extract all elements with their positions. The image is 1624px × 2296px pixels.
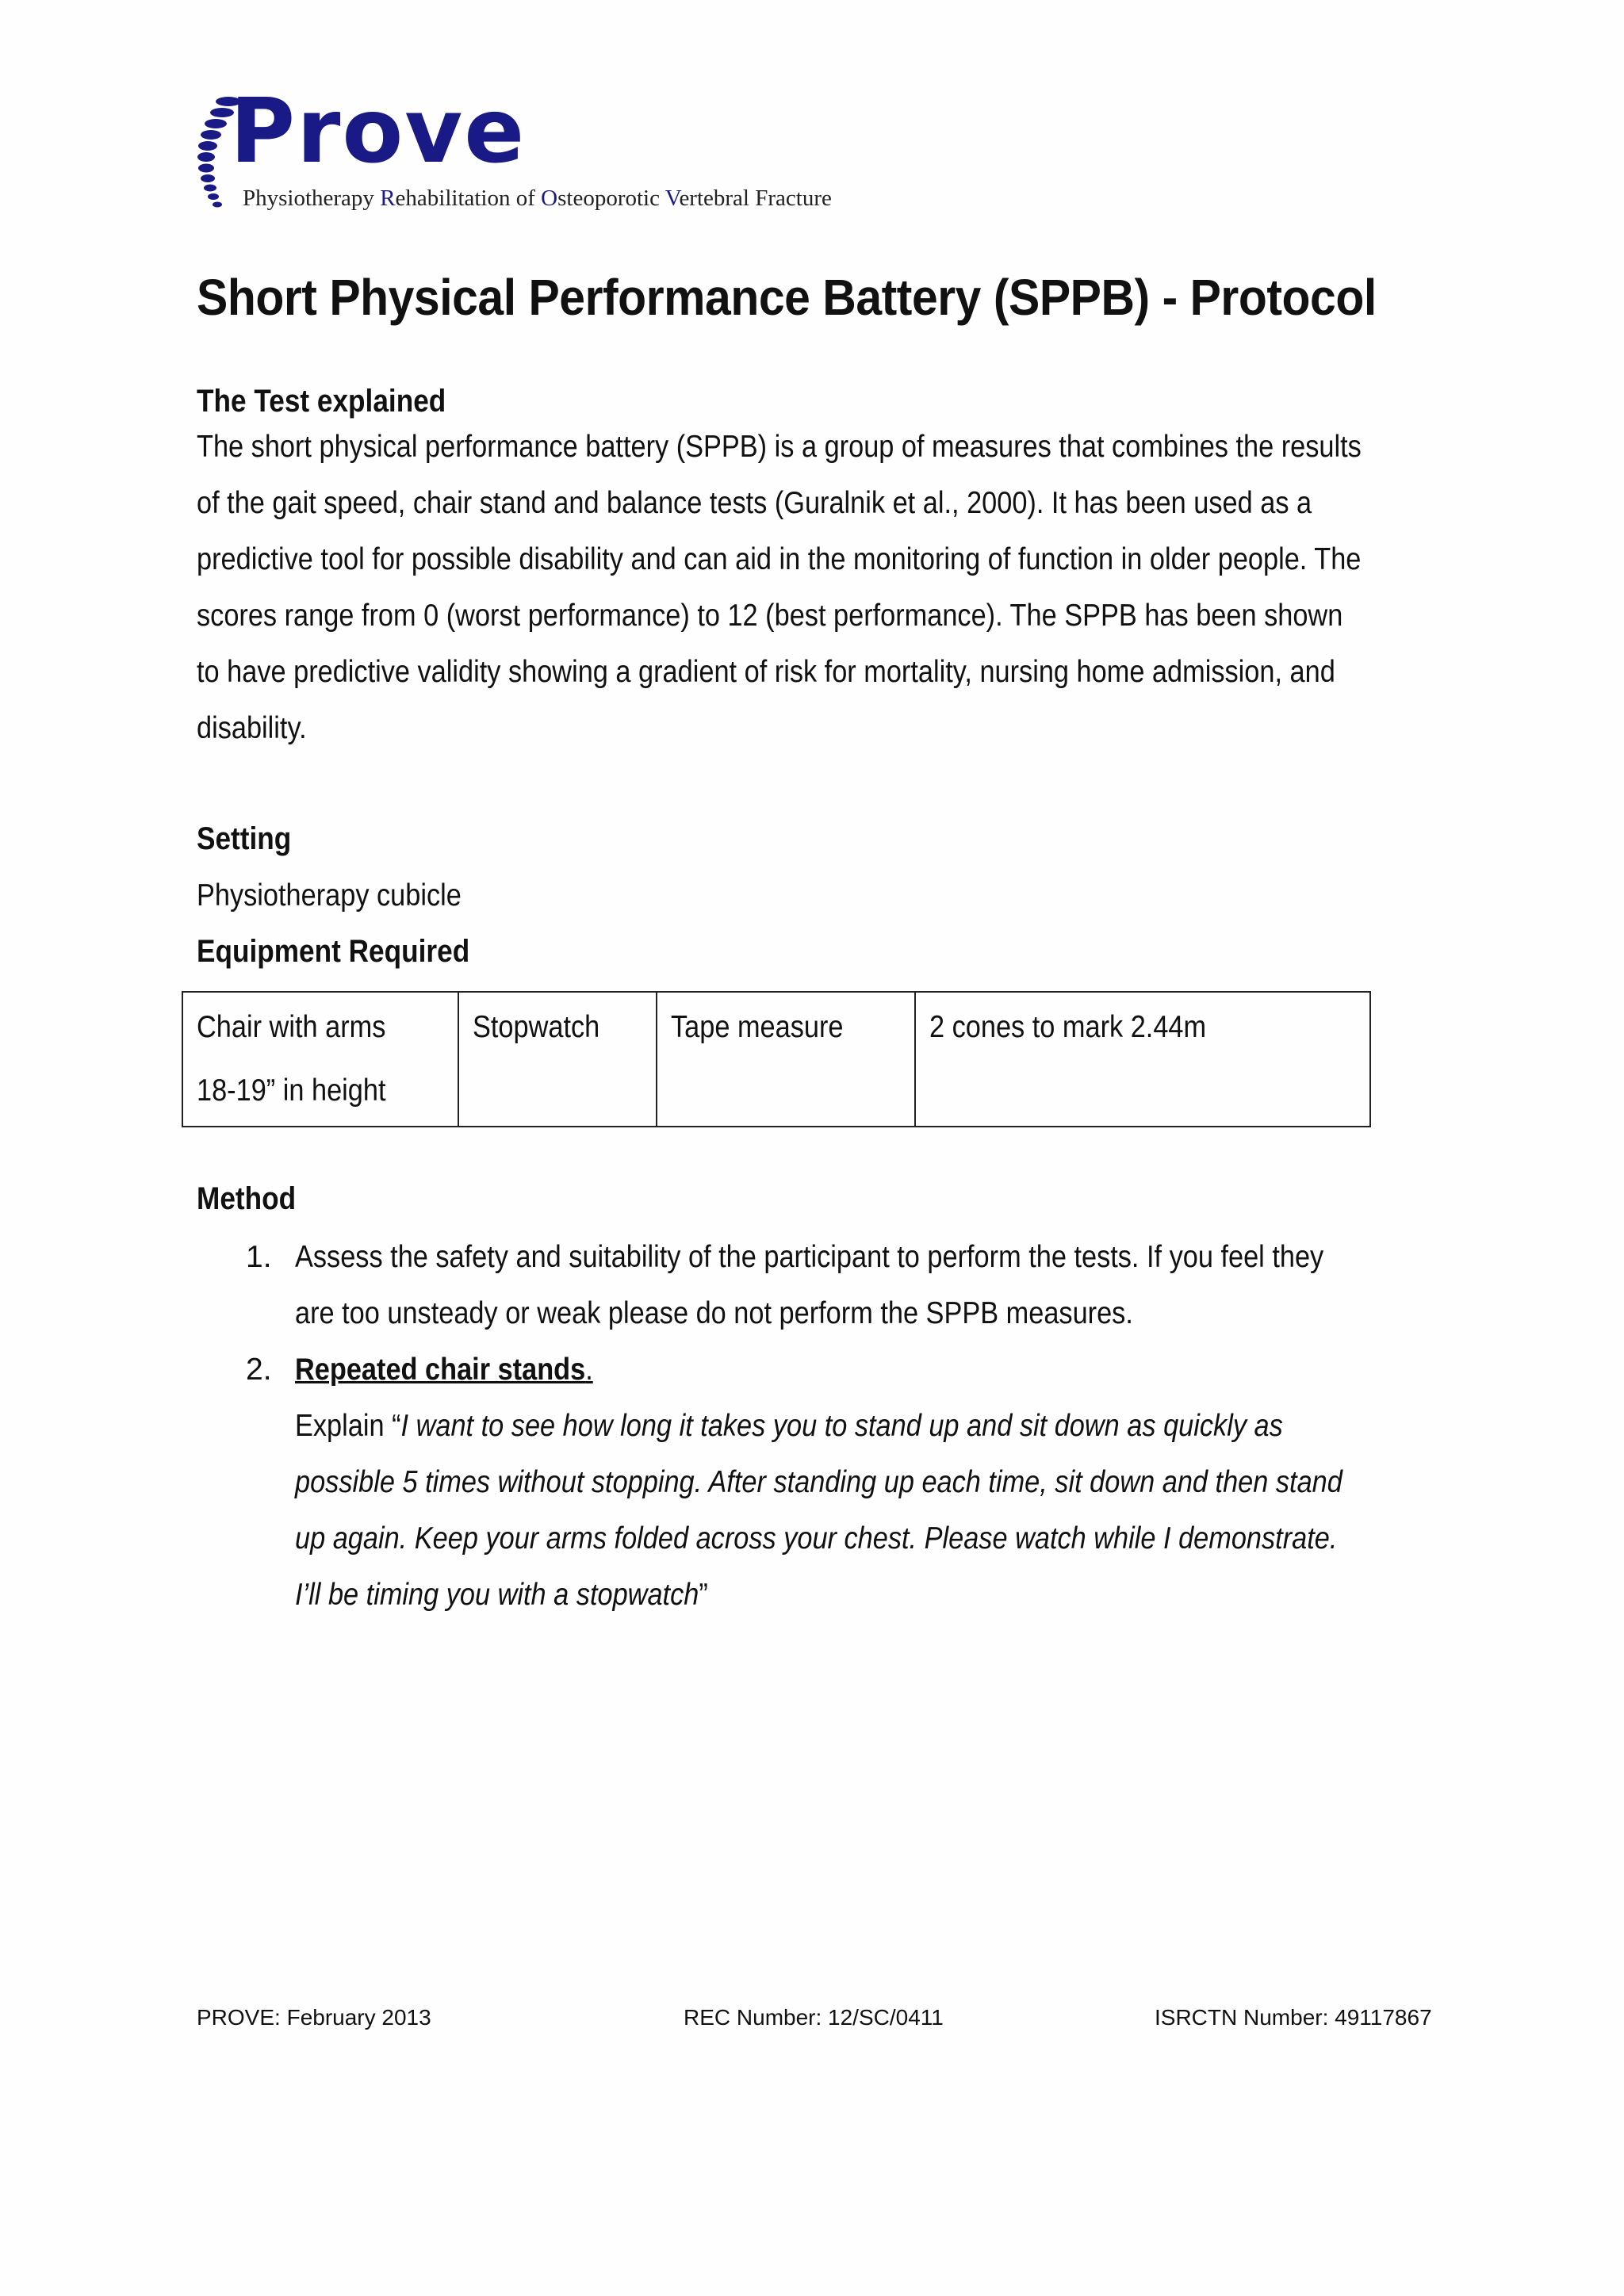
list-item-line: [295, 1567, 1384, 1623]
method-heading: Method: [197, 1181, 297, 1216]
table-cell: [657, 992, 915, 1127]
title-end: .: [585, 1353, 593, 1387]
paragraph-line: of the gait speed, chair stand and balance tests (Guralnik et al., 2000). It has been used as a: [197, 486, 1312, 520]
footer-center: REC Number: 12/SC/0411: [684, 2005, 944, 2030]
explain-prefix: Explain “: [295, 1409, 401, 1443]
chair-stands-title: Repeated chair stands: [295, 1353, 586, 1387]
table-row: [182, 992, 1370, 1127]
equipment-chair: Chair with arms: [197, 1010, 386, 1044]
paragraph-line: disability.: [197, 711, 307, 745]
list-item-body: [295, 1229, 1532, 1341]
paragraph-line: scores range from 0 (worst performance) to 12 (best performance). The SPPB has been shown: [197, 599, 1343, 633]
setting-value: Physiotherapy cubicle: [197, 878, 462, 913]
close-quote: ”: [699, 1578, 708, 1612]
instruction-line: possible 5 times without stopping. After standing up each time, sit down and then stand: [295, 1465, 1342, 1499]
tagline-part: ehabilitation of: [395, 186, 542, 211]
list-number: 1.: [246, 1240, 272, 1274]
paragraph-line: The short physical performance battery (SPPB) is a group of measures that combines the results: [197, 430, 1362, 464]
instruction-text: I want to see how long it takes you to stand up and sit down as quickly as: [400, 1409, 1283, 1443]
setting-heading: Setting: [197, 821, 292, 856]
tagline-part: steoporotic: [557, 186, 665, 211]
table-cell: [182, 992, 458, 1127]
list-item-line: Assess the safety and suitability of the participant to perform the tests. If you feel they: [295, 1240, 1324, 1274]
footer-left: PROVE: February 2013: [197, 2005, 431, 2030]
tagline-initial: R: [380, 186, 396, 211]
page-title: Short Physical Performance Battery (SPPB) - Protocol: [197, 269, 1377, 326]
table-cell: [458, 992, 657, 1127]
tagline-part: ertebral Fracture: [679, 186, 832, 211]
list-item-line: [295, 1398, 1384, 1454]
equipment-cones: 2 cones to mark 2.44m: [929, 1010, 1207, 1044]
list-item-title-line: [295, 1341, 1384, 1398]
logo-tagline: [243, 186, 832, 212]
logo-wordmark: Prove: [230, 80, 527, 183]
footer-right: ISRCTN Number: 49117867: [1155, 2005, 1432, 2030]
equipment-table: [182, 991, 1371, 1127]
test-explained-heading: The Test explained: [197, 384, 446, 419]
tagline-part: Physiotherapy: [243, 186, 381, 211]
equipment-chair-height: 18-19” in height: [197, 1073, 386, 1108]
list-item-line: are too unsteady or weak please do not perform the SPPB measures.: [295, 1296, 1133, 1330]
instruction-line: up again. Keep your arms folded across your chest. Please watch while I demonstrate.: [295, 1521, 1338, 1556]
paragraph-line: predictive tool for possible disability and can aid in the monitoring of function in older people. The: [197, 542, 1362, 576]
instruction-text: I’ll be timing you with a stopwatch: [295, 1578, 699, 1612]
prove-logo: [197, 80, 910, 220]
equipment-tape-measure: Tape measure: [671, 1010, 844, 1044]
list-number: 2.: [246, 1353, 272, 1387]
table-cell: [915, 992, 1370, 1127]
equipment-stopwatch: Stopwatch: [473, 1010, 600, 1044]
tagline-initial: V: [665, 186, 680, 211]
tagline-initial: O: [541, 186, 558, 211]
paragraph-line: to have predictive validity showing a gradient of risk for mortality, nursing home admission, and: [197, 655, 1335, 689]
test-explained-paragraph: [197, 419, 1513, 756]
equipment-heading: Equipment Required: [197, 934, 470, 969]
list-item-body: [295, 1341, 1532, 1623]
